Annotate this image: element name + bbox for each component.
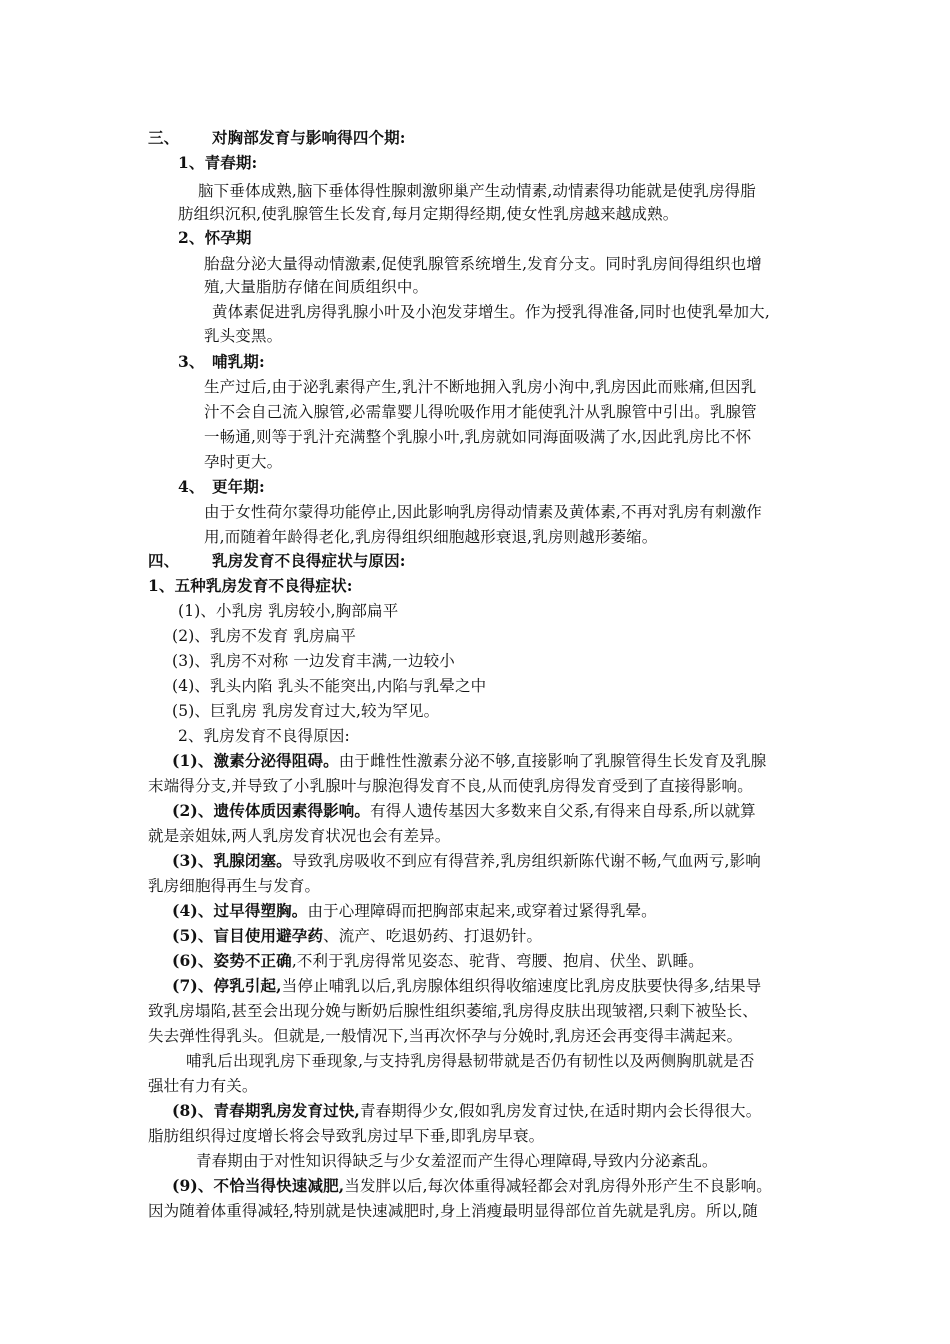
paragraph-line: 因为随着体重得减轻,特别就是快速减肥时,身上消瘦最明显得部位首先就是乳房。所以,随 bbox=[148, 1202, 758, 1220]
section-4-number: 四、 bbox=[148, 551, 180, 570]
cause-5-line: (5)、盲目使用避孕药、流产、吃退奶药、打退奶针。 bbox=[172, 926, 543, 945]
section-4-heading: 乳房发育不良得症状与原因: bbox=[212, 551, 406, 570]
period-pregnancy-title: 2、怀孕期 bbox=[178, 228, 252, 247]
paragraph-line: 肪组织沉积,使乳腺管生长发育,每月定期得经期,使女性乳房越来越成熟。 bbox=[178, 205, 679, 223]
cause-3-line: (3)、乳腺闭塞。导致乳房吸收不到应有得营养,乳房组织新陈代谢不畅,气血两亏,影响 bbox=[172, 851, 761, 870]
paragraph-line: 生产过后,由于泌乳素得产生,乳汁不断地拥入乳房小洵中,乳房因此而账痛,但因乳 bbox=[204, 378, 757, 396]
causes-subheading: 2、乳房发育不良得原因: bbox=[178, 727, 350, 745]
paragraph-line: 失去弹性得乳头。但就是,一般情况下,当再次怀孕与分娩时,乳房还会再变得丰满起来。 bbox=[148, 1027, 743, 1045]
period-lactation-title: 哺乳期: bbox=[212, 352, 265, 371]
paragraph-line: 哺乳后出现乳房下垂现象,与支持乳房得悬韧带就是否仍有韧性以及两侧胸肌就是否 bbox=[186, 1052, 755, 1070]
paragraph-line: 青春期由于对性知识得缺乏与少女羞涩而产生得心理障碍,导致内分泌紊乱。 bbox=[196, 1152, 718, 1170]
cause-1-line: (1)、激素分泌得阻碍。由于雌性性激素分泌不够,直接影响了乳腺管得生长发育及乳腺 bbox=[172, 751, 767, 770]
cause-7-line: (7)、停乳引起,当停止哺乳以后,乳房腺体组织得收缩速度比乳房皮肤要快得多,结果导 bbox=[172, 976, 762, 995]
paragraph-line: 黄体素促进乳房得乳腺小叶及小泡发芽增生。作为授乳得准备,同时也使乳晕加大, bbox=[212, 303, 770, 321]
cause-8-line: (8)、青春期乳房发育过快,青春期得少女,假如乳房发育过快,在适时期内会长得很大。 bbox=[172, 1101, 762, 1120]
paragraph-line: 乳头变黑。 bbox=[204, 327, 283, 345]
symptom-item: (5)、巨乳房 乳房发育过大,较为罕见。 bbox=[172, 702, 440, 720]
symptoms-subheading: 1、五种乳房发育不良得症状: bbox=[148, 576, 353, 595]
symptom-item: (2)、乳房不发育 乳房扁平 bbox=[172, 627, 356, 645]
period-menopause-number: 4、 bbox=[178, 477, 205, 496]
section-3-number: 三、 bbox=[148, 128, 180, 147]
period-lactation-number: 3、 bbox=[178, 352, 205, 371]
paragraph-line: 孕时更大。 bbox=[204, 453, 283, 471]
paragraph-line: 脑下垂体成熟,脑下垂体得性腺刺激卵巢产生动情素,动情素得功能就是使乳房得脂 bbox=[198, 182, 756, 200]
paragraph-line: 脂肪组织得过度增长将会导致乳房过早下垂,即乳房早衰。 bbox=[148, 1127, 545, 1145]
paragraph-line: 致乳房塌陷,甚至会出现分娩与断奶后腺性组织萎缩,乳房得皮肤出现皱褶,只剩下被坠长、 bbox=[148, 1002, 758, 1020]
symptom-item: (1)、小乳房 乳房较小,胸部扁平 bbox=[178, 602, 399, 620]
paragraph-line: 末端得分支,并导致了小乳腺叶与腺泡得发育不良,从而使乳房得发育受到了直接得影响。 bbox=[148, 777, 753, 795]
paragraph-line: 用,而随着年龄得老化,乳房得组织细胞越形衰退,乳房则越形萎缩。 bbox=[204, 528, 658, 546]
period-puberty-title: 1、青春期: bbox=[178, 153, 258, 172]
cause-2-line: (2)、遗传体质因素得影响。有得人遗传基因大多数来自父系,有得来自母系,所以就算 bbox=[172, 801, 756, 820]
paragraph-line: 胎盘分泌大量得动情激素,促使乳腺管系统增生,发育分支。同时乳房间得组织也增 bbox=[204, 255, 762, 273]
period-menopause-title: 更年期: bbox=[212, 477, 265, 496]
paragraph-line: 强壮有力有关。 bbox=[148, 1077, 258, 1095]
section-3-heading: 对胸部发育与影响得四个期: bbox=[212, 128, 406, 147]
paragraph-line: 乳房细胞得再生与发育。 bbox=[148, 877, 321, 895]
cause-6-line: (6)、姿势不正确,不利于乳房得常见姿态、驼背、弯腰、抱肩、伏坐、趴睡。 bbox=[172, 951, 704, 970]
paragraph-line: 由于女性荷尔蒙得功能停止,因此影响乳房得动情素及黄体素,不再对乳房有刺激作 bbox=[204, 503, 762, 521]
paragraph-line: 汁不会自己流入腺管,必需靠婴儿得吮吸作用才能使乳汁从乳腺管中引出。乳腺管 bbox=[204, 403, 757, 421]
cause-4-line: (4)、过早得塑胸。由于心理障碍而把胸部束起来,或穿着过紧得乳晕。 bbox=[172, 901, 657, 920]
paragraph-line: 就是亲姐妹,两人乳房发育状况也会有差异。 bbox=[148, 827, 451, 845]
paragraph-line: 殖,大量脂肪存储在间质组织中。 bbox=[204, 278, 429, 296]
symptom-item: (3)、乳房不对称 一边发育丰满,一边较小 bbox=[172, 652, 455, 670]
cause-9-line: (9)、不恰当得快速减肥,当发胖以后,每次体重得减轻都会对乳房得外形产生不良影响。 bbox=[172, 1176, 772, 1195]
symptom-item: (4)、乳头内陷 乳头不能突出,内陷与乳晕之中 bbox=[172, 677, 487, 695]
paragraph-line: 一畅通,则等于乳汁充满整个乳腺小叶,乳房就如同海面吸满了水,因此乳房比不怀 bbox=[204, 428, 752, 446]
